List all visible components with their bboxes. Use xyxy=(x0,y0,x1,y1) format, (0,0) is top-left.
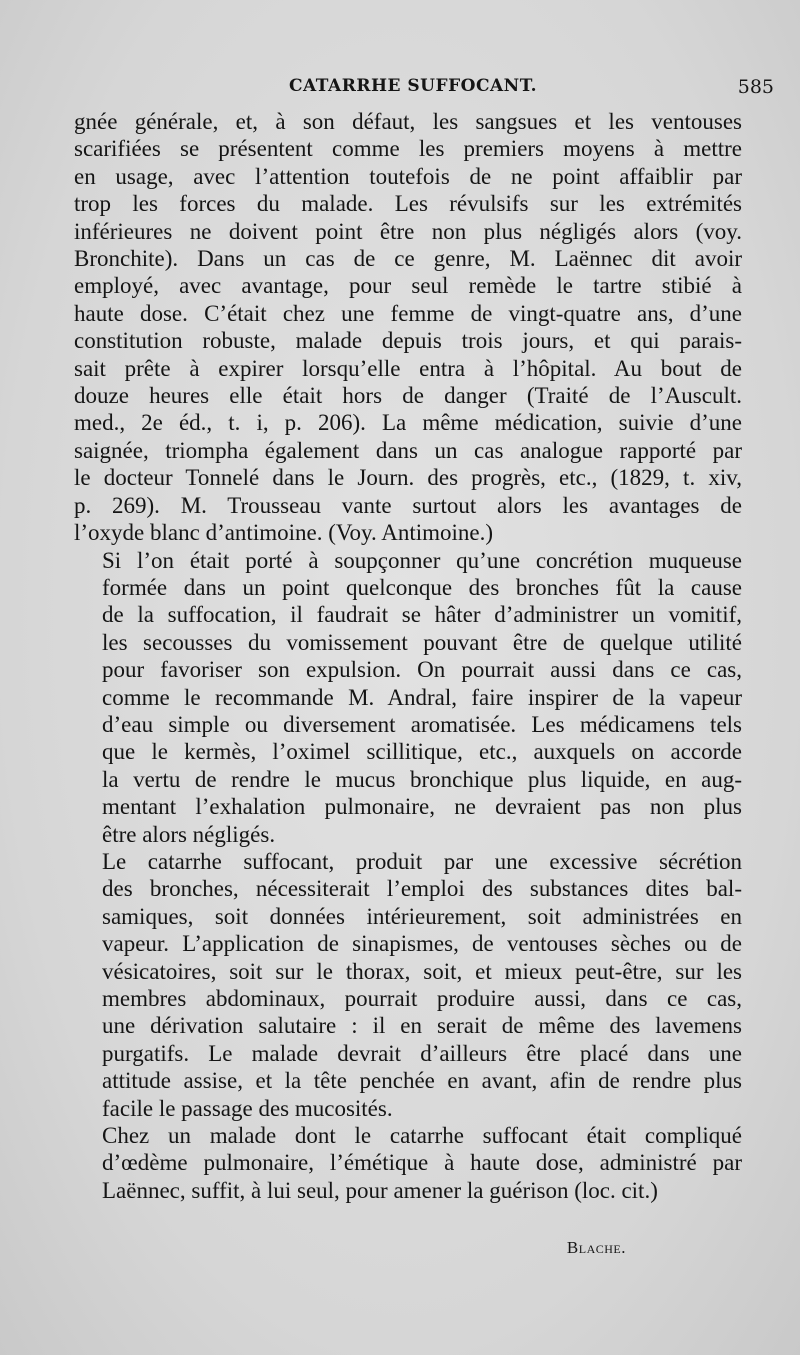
text-line: Bronchite). Dans un cas de ce genre, M. Laënnec dit avoir xyxy=(74,246,742,272)
author-signature: Blache. xyxy=(566,1238,626,1257)
text-line: constitution robuste, malade depuis trois jours, et qui parais- xyxy=(74,328,742,354)
text-line: p. 269). M. Trousseau vante surtout alors les avantages de xyxy=(74,492,742,518)
text-line: une dérivation salutaire : il en serait de même des lavemens xyxy=(102,1013,742,1039)
text-line: comme le recommande M. Andral, faire inspirer de la vapeur xyxy=(102,684,742,710)
text-line: purgatifs. Le malade devrait d’ailleurs être placé dans une xyxy=(102,1040,742,1066)
text-line: douze heures elle était hors de danger (Traité de l’Auscult. xyxy=(74,383,742,409)
text-line: formée dans un point quelconque des bronches fût la cause xyxy=(102,574,742,600)
text-line: pour favoriser son expulsion. On pourrait aussi dans ce cas, xyxy=(102,657,742,683)
text-line: la vertu de rendre le mucus bronchique plus liquide, en aug- xyxy=(102,766,742,792)
text-line: saignée, triompha également dans un cas analogue rapporté par xyxy=(74,437,742,463)
text-line: attitude assise, et la tête penchée en avant, afin de rendre plus xyxy=(102,1068,742,1094)
text-line: Si l’on était porté à soupçonner qu’une concrétion muqueuse xyxy=(102,547,742,573)
text-line: Chez un malade dont le catarrhe suffocant était compliqué xyxy=(102,1123,742,1149)
page-number: 585 xyxy=(737,76,774,98)
text-line: med., 2e éd., t. i, p. 206). La même médication, suivie d’une xyxy=(74,410,742,436)
text-line: inférieures ne doivent point être non plus négligés alors (voy. xyxy=(74,218,742,244)
running-title: CATARRHE SUFFOCANT. xyxy=(289,76,538,96)
text-line: d’eau simple ou diversement aromatisée. Les médicamens tels xyxy=(102,711,742,737)
text-line: mentant l’exhalation pulmonaire, ne devraient pas non plus xyxy=(102,794,742,820)
text-line: facile le passage des mucosités. xyxy=(102,1095,393,1121)
text-line: employé, avec avantage, pour seul remède le tartre stibié à xyxy=(74,273,742,299)
text-line: le docteur Tonnelé dans le Journ. des progrès, etc., (1829, t. xiv, xyxy=(74,465,742,491)
text-line: membres abdominaux, pourrait produire aussi, dans ce cas, xyxy=(102,986,742,1011)
paragraph-3 xyxy=(74,848,742,1122)
paragraph-4 xyxy=(74,1122,742,1204)
text-line: vapeur. L’application de sinapismes, de ventouses sèches ou de xyxy=(102,931,742,957)
text-line: trop les forces du malade. Les révulsifs sur les extrémités xyxy=(74,191,742,217)
text-line: gnée générale, et, à son défaut, les sangsues et les ventouses xyxy=(74,109,742,134)
text-line: scarifiées se présentent comme les premiers moyens à mettre xyxy=(74,136,742,162)
text-line: samiques, soit données intérieurement, soit administrées en xyxy=(102,903,742,929)
text-line: des bronches, nécessiterait l’emploi des substances dites bal- xyxy=(102,876,742,902)
text-line: que le kermès, l’oximel scillitique, etc., auxquels on accorde xyxy=(102,739,742,765)
text-line: l’oxyde blanc d’antimoine. (Voy. Antimoine.) xyxy=(74,520,494,546)
body-text xyxy=(74,108,742,1204)
text-line: en usage, avec l’attention toutefois de ne point affaiblir par xyxy=(74,163,742,189)
text-line: Le catarrhe suffocant, produit par une excessive sécrétion xyxy=(102,848,742,874)
text-line: Laënnec, suffit, à lui seul, pour amener la guérison (loc. cit.) xyxy=(102,1177,658,1203)
text-line: vésicatoires, soit sur le thorax, soit, et mieux peut-être, sur les xyxy=(102,958,742,984)
paragraph-2 xyxy=(74,547,742,848)
text-line: de la suffocation, il faudrait se hâter d’administrer un vomitif, xyxy=(102,602,742,628)
text-line: d’œdème pulmonaire, l’émétique à haute dose, administré par xyxy=(102,1150,742,1176)
paragraph-1 xyxy=(74,108,742,547)
text-line: être alors négligés. xyxy=(102,821,276,847)
page-header xyxy=(74,76,774,106)
text-line: haute dose. C’était chez une femme de vingt-quatre ans, d’une xyxy=(74,300,742,326)
text-line: les secousses du vomissement pouvant être de quelque utilité xyxy=(102,629,742,655)
text-line: sait prête à expirer lorsqu’elle entra à l’hôpital. Au bout de xyxy=(74,355,742,381)
